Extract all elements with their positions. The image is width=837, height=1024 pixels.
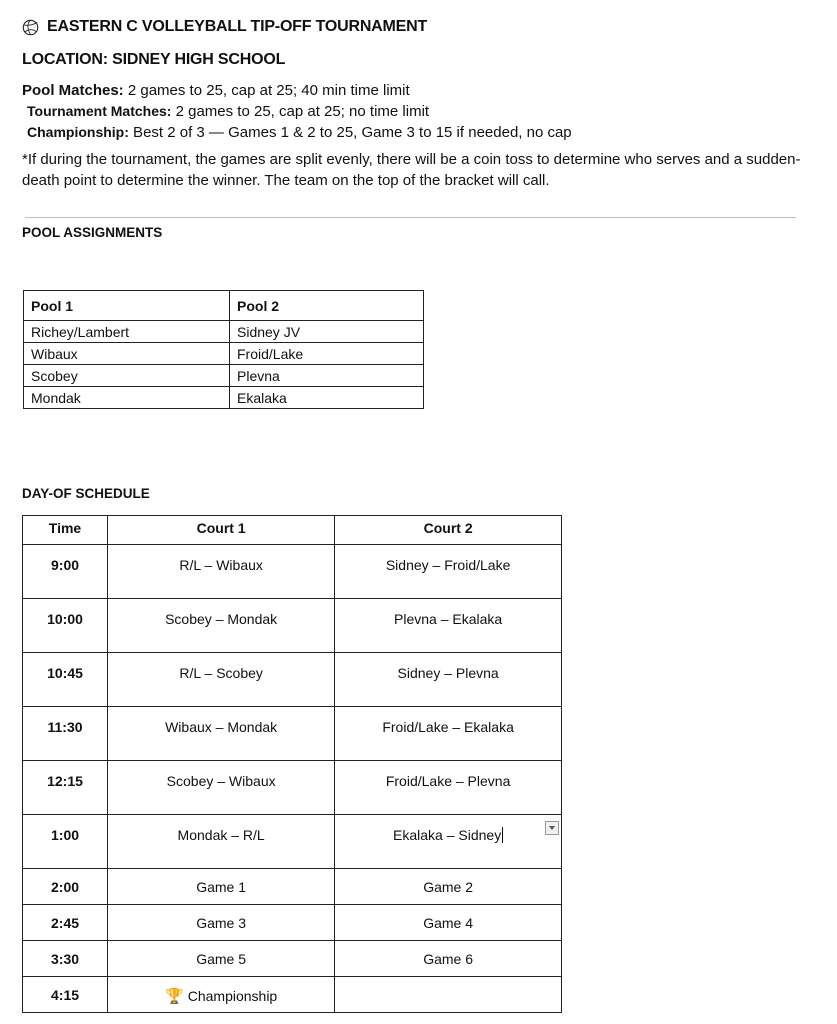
court-1-cell[interactable]: R/L – Scobey: [108, 653, 335, 707]
table-cell[interactable]: Plevna: [230, 365, 424, 387]
table-header-cell[interactable]: Court 2: [335, 516, 562, 545]
rule-label: Pool Matches:: [22, 82, 124, 99]
time-cell[interactable]: 10:45: [23, 653, 108, 707]
match-rules: [22, 81, 572, 143]
trophy-icon: 🏆: [165, 988, 184, 1005]
rule-championship: [22, 122, 572, 143]
court-2-cell[interactable]: Froid/Lake – Plevna: [335, 761, 562, 815]
document-title: [22, 18, 427, 36]
table-row: [23, 761, 562, 815]
rule-text: 2 games to 25, cap at 25; no time limit: [171, 103, 430, 120]
time-cell[interactable]: 12:15: [23, 761, 108, 815]
pool-table: [23, 290, 424, 409]
court-2-cell[interactable]: Froid/Lake – Ekalaka: [335, 707, 562, 761]
table-row: [24, 365, 424, 387]
table-row: [23, 653, 562, 707]
time-cell[interactable]: 2:45: [23, 905, 108, 941]
location-heading: LOCATION: SIDNEY HIGH SCHOOL: [22, 51, 286, 68]
table-row: [24, 343, 424, 365]
tiebreak-note: *If during the tournament, the games are split evenly, there will be a coin toss to determine who serves and a sudden-death point to determine the winner. The team on the top of the bracket will call.: [22, 151, 801, 189]
table-cell[interactable]: Scobey: [24, 365, 230, 387]
rule-text: Best 2 of 3 — Games 1 & 2 to 25, Game 3 to 15 if needed, no cap: [128, 124, 572, 141]
time-cell[interactable]: 3:30: [23, 941, 108, 977]
court-2-cell-active[interactable]: [335, 815, 562, 869]
court-1-cell[interactable]: Scobey – Mondak: [108, 599, 335, 653]
rule-label: Championship:: [27, 124, 129, 140]
time-cell[interactable]: 9:00: [23, 545, 108, 599]
table-row: [23, 545, 562, 599]
table-row: [24, 387, 424, 409]
court-1-cell[interactable]: [108, 977, 335, 1013]
table-header-cell[interactable]: Court 1: [108, 516, 335, 545]
schedule-heading: DAY-OF SCHEDULE: [22, 486, 150, 501]
table-cell[interactable]: Ekalaka: [230, 387, 424, 409]
table-row: [23, 977, 562, 1013]
cell-text: Championship: [187, 988, 278, 1004]
table-cell[interactable]: Froid/Lake: [230, 343, 424, 365]
court-2-cell[interactable]: Sidney – Froid/Lake: [335, 545, 562, 599]
table-row: [23, 707, 562, 761]
court-1-cell[interactable]: Mondak – R/L: [108, 815, 335, 869]
time-cell[interactable]: 2:00: [23, 869, 108, 905]
rule-label: Tournament Matches:: [27, 103, 172, 119]
court-1-cell[interactable]: Game 1: [108, 869, 335, 905]
court-1-cell[interactable]: Scobey – Wibaux: [108, 761, 335, 815]
rule-pool-matches: [22, 81, 572, 101]
text-cursor: [502, 827, 503, 843]
court-1-cell[interactable]: Game 5: [108, 941, 335, 977]
court-1-cell[interactable]: Game 3: [108, 905, 335, 941]
table-row: [23, 941, 562, 977]
title-text: EASTERN C VOLLEYBALL TIP-OFF TOURNAMENT: [47, 18, 428, 35]
table-row: [24, 321, 424, 343]
time-cell[interactable]: 4:15: [23, 977, 108, 1013]
court-2-cell[interactable]: Game 2: [335, 869, 562, 905]
rule-tournament-matches: [22, 101, 572, 122]
court-1-cell[interactable]: Wibaux – Mondak: [108, 707, 335, 761]
time-cell[interactable]: 1:00: [23, 815, 108, 869]
table-row: [23, 869, 562, 905]
volleyball-icon: [22, 19, 39, 36]
table-header-row: [23, 516, 562, 545]
table-row: [23, 599, 562, 653]
time-cell[interactable]: 10:00: [23, 599, 108, 653]
table-header-cell[interactable]: Pool 2: [230, 291, 424, 321]
table-cell[interactable]: Wibaux: [24, 343, 230, 365]
time-cell[interactable]: 11:30: [23, 707, 108, 761]
schedule-table: [22, 515, 562, 1013]
cell-text: Ekalaka – Sidney: [393, 827, 502, 843]
table-header-cell[interactable]: Time: [23, 516, 108, 545]
table-header-row: [24, 291, 424, 321]
table-cell[interactable]: Sidney JV: [230, 321, 424, 343]
court-2-cell[interactable]: Game 4: [335, 905, 562, 941]
horizontal-divider: [25, 217, 796, 218]
pool-assignments-heading: POOL ASSIGNMENTS: [22, 225, 163, 240]
table-cell[interactable]: Mondak: [24, 387, 230, 409]
court-2-cell[interactable]: [335, 977, 562, 1013]
table-row: [23, 815, 562, 869]
table-header-cell[interactable]: Pool 1: [24, 291, 230, 321]
court-2-cell[interactable]: Game 6: [335, 941, 562, 977]
dropdown-arrow-icon[interactable]: [545, 821, 559, 835]
table-row: [23, 905, 562, 941]
court-2-cell[interactable]: Plevna – Ekalaka: [335, 599, 562, 653]
court-2-cell[interactable]: Sidney – Plevna: [335, 653, 562, 707]
court-1-cell[interactable]: R/L – Wibaux: [108, 545, 335, 599]
table-cell[interactable]: Richey/Lambert: [24, 321, 230, 343]
rule-text: 2 games to 25, cap at 25; 40 min time limit: [123, 82, 410, 99]
